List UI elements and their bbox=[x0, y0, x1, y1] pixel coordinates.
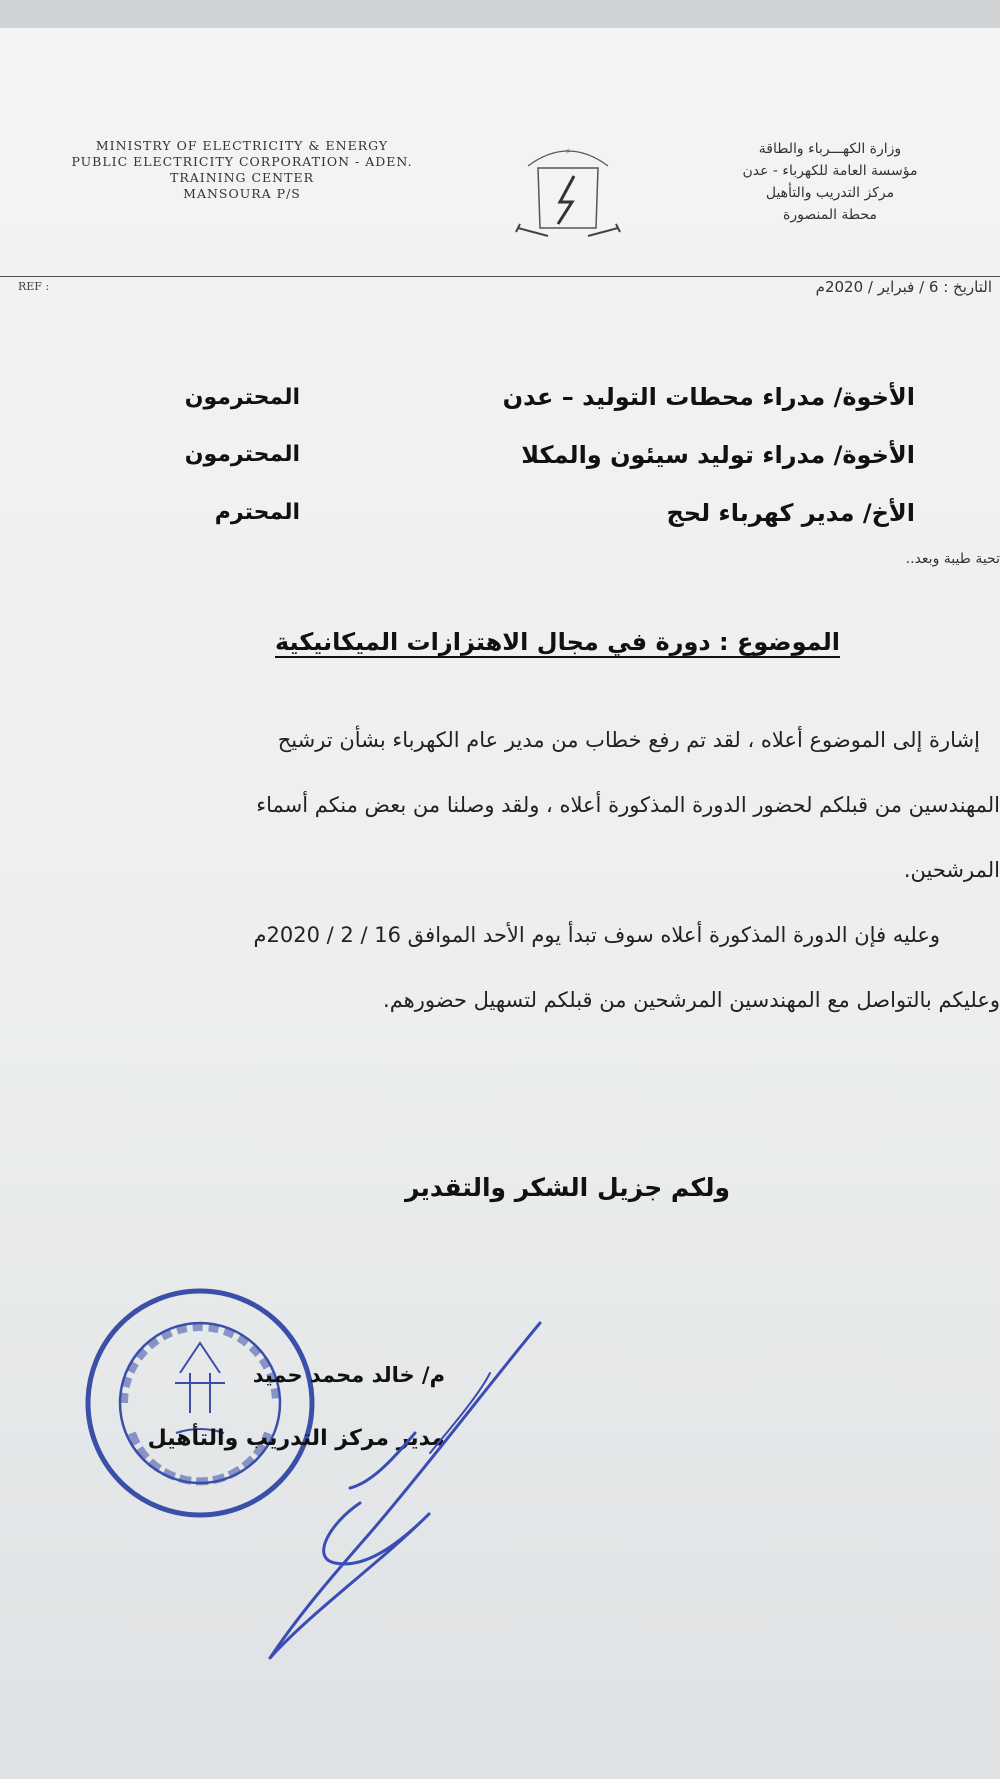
lightning-logo-icon bbox=[508, 128, 628, 258]
signer-title: مدير مركز التدريب والتأهيل bbox=[147, 1426, 445, 1451]
arabic-letterhead bbox=[700, 138, 960, 226]
letterhead-ar-line1: وزارة الكهـــرباء والطاقة bbox=[758, 141, 902, 157]
letterhead-ar-line2: مؤسسة العامة للكهرباء - عدن bbox=[742, 163, 918, 179]
greeting: تحية طيبة وبعد.. bbox=[905, 551, 1000, 567]
signer-name: م/ خالد محمد حميد bbox=[252, 1363, 445, 1387]
letterhead-ar-line3: مركز التدريب والتأهيل bbox=[765, 185, 895, 201]
handwritten-signature-icon bbox=[240, 1313, 570, 1673]
body-line-4: وعليه فإن الدورة المذكورة أعلاه سوف تبدأ يوم الأحد الموافق 16 / 2 / 2020م bbox=[253, 923, 940, 947]
recipient-1-honorific: المحترمون bbox=[184, 385, 300, 410]
closing-line: ولكم جزيل الشكر والتقدير bbox=[404, 1173, 730, 1202]
letterhead-en-line4: MANSOURA P/S bbox=[183, 186, 301, 201]
body-line-2: المهندسين من قبلكم لحضور الدورة المذكورة أعلاه ، ولقد وصلنا من بعض منكم أسماء bbox=[256, 793, 1000, 817]
letter-page bbox=[0, 28, 1000, 1779]
header-divider bbox=[0, 276, 1000, 277]
english-letterhead bbox=[22, 138, 462, 202]
body-line-1: إشارة إلى الموضوع أعلاه ، لقد تم رفع خطاب من مدير عام الكهرباء بشأن ترشيح bbox=[277, 728, 980, 752]
letterhead-en-line1: MINISTRY OF ELECTRICITY & ENERGY bbox=[95, 138, 389, 153]
letter-date: التاريخ : 6 / فبراير / 2020م bbox=[815, 278, 992, 296]
recipient-3-honorific: المحترم bbox=[214, 500, 300, 525]
letterhead-ar-line4: محطة المنصورة bbox=[783, 207, 877, 223]
recipient-3: الأخ/ مدير كهرباء لحج bbox=[666, 499, 915, 527]
recipient-2: الأخوة/ مدراء توليد سيئون والمكلا bbox=[521, 441, 915, 469]
letterhead-en-line3: TRAINING CENTER bbox=[170, 170, 314, 185]
body-line-5: وعليكم بالتواصل مع المهندسين المرشحين من قبلكم لتسهيل حضورهم. bbox=[383, 988, 1000, 1012]
recipient-1: الأخوة/ مدراء محطات التوليد – عدن bbox=[502, 383, 915, 411]
letter-subject: الموضوع : دورة في مجال الاهتزازات الميكانيكية bbox=[274, 628, 840, 656]
svg-text:⚡: ⚡ bbox=[565, 147, 571, 156]
letterhead-en-line2: PUBLIC ELECTRICITY CORPORATION - ADEN. bbox=[71, 154, 413, 169]
body-line-3: المرشحين. bbox=[903, 858, 1000, 882]
recipient-2-honorific: المحترمون bbox=[184, 442, 300, 467]
reference-label: REF : bbox=[18, 280, 50, 293]
